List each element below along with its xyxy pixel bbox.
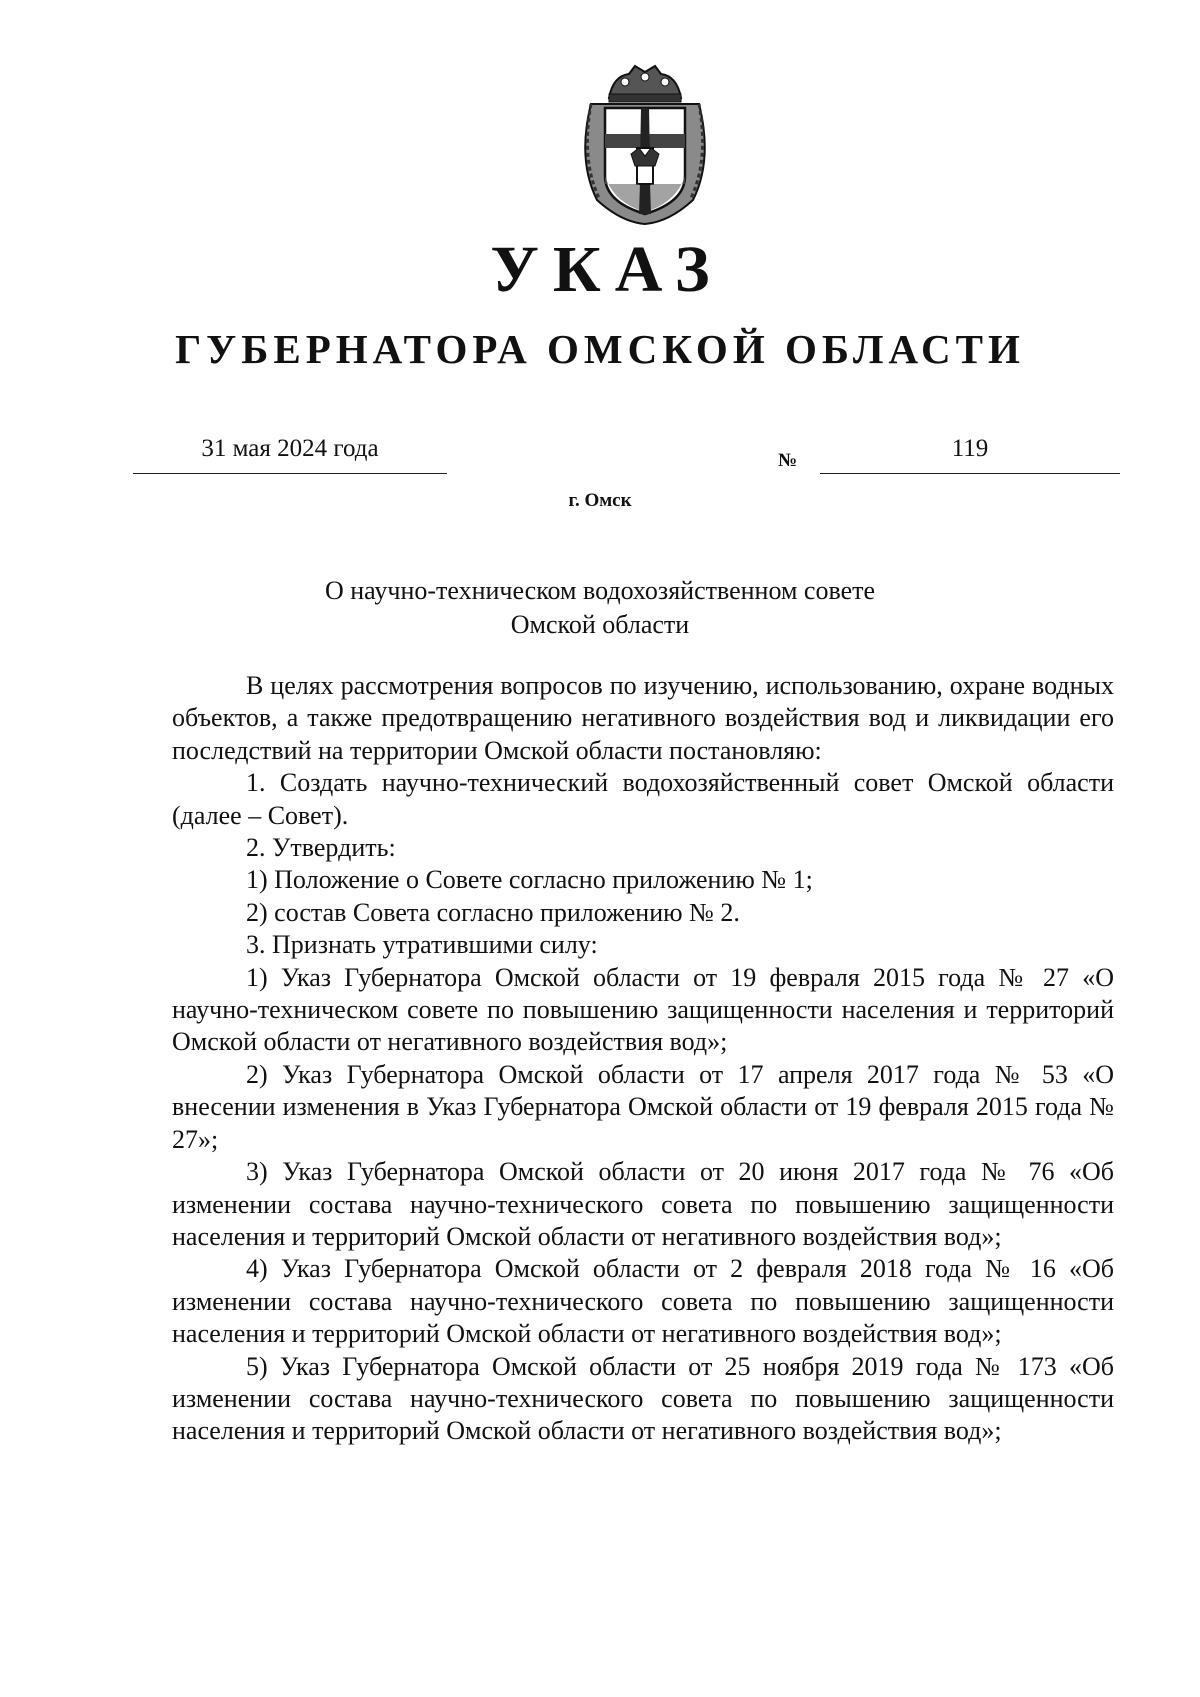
document-title-line-2: Омской области [510, 610, 690, 639]
issuer-title: ГУБЕРНАТОРА ОМСКОЙ ОБЛАСТИ [175, 326, 1025, 372]
paragraph: 5) Указ Губернатора Омской области от 25 ноября 2019 года № 173 «Об изменении состава научно-технического совета по повышению защищенности населения и территорий Омской области от негативного воздействия вод»; [172, 1351, 1114, 1446]
paragraph: 2) Указ Губернатора Омской области от 17 апреля 2017 года № 53 «О внесении изменения в Указ Губернатора Омской области от 19 февраля 2015 года № 27»; [172, 1059, 1114, 1154]
date-field [133, 432, 447, 472]
coat-of-arms-icon [569, 60, 721, 227]
number-underline [820, 473, 1120, 474]
decree-number: 119 [951, 435, 989, 462]
document-title [0, 574, 1200, 642]
paragraph: 4) Указ Губернатора Омской области от 2 февраля 2018 года № 16 «Об изменении состава научно-технического совета по повышению защищенности населения и территорий Омской области от негативного воздействия вод»; [172, 1254, 1114, 1349]
paragraph: 3. Признать утратившими силу: [246, 930, 598, 960]
paragraph: В целях рассмотрения вопросов по изучению, использованию, охране водных объектов, а также предотвращению негативного воздействия вод и ликвидации его последствий на территории Омской области постановляю: [172, 671, 1114, 765]
decree-title: УКАЗ [490, 233, 724, 306]
document-body [172, 670, 1114, 1448]
paragraph: 1. Создать научно-технический водохозяйственный совет Омской области (далее – Совет). [172, 768, 1114, 830]
paragraph: 1) Положение о Совете согласно приложению № 1; [246, 865, 813, 895]
paragraph: 2. Утвердить: [246, 833, 396, 863]
city: г. Омск [568, 490, 632, 511]
number-field [778, 432, 1118, 472]
date-underline [133, 473, 447, 474]
number-sign: № [778, 450, 798, 471]
decree-date: 31 мая 2024 года [201, 435, 379, 462]
paragraph: 1) Указ Губернатора Омской области от 19 февраля 2015 года № 27 «О научно-техническом совете по повышению защищенности населения и территорий Омской области от негативного воздействия вод»; [172, 962, 1114, 1057]
document-title-line-1: О научно-техническом водохозяйственном совете [324, 576, 876, 605]
paragraph: 2) состав Совета согласно приложению № 2. [246, 897, 740, 927]
paragraph: 3) Указ Губернатора Омской области от 20 июня 2017 года № 76 «Об изменении состава научно-технического совета по повышению защищенности населения и территорий Омской области от негативного воздействия вод»; [172, 1157, 1114, 1251]
